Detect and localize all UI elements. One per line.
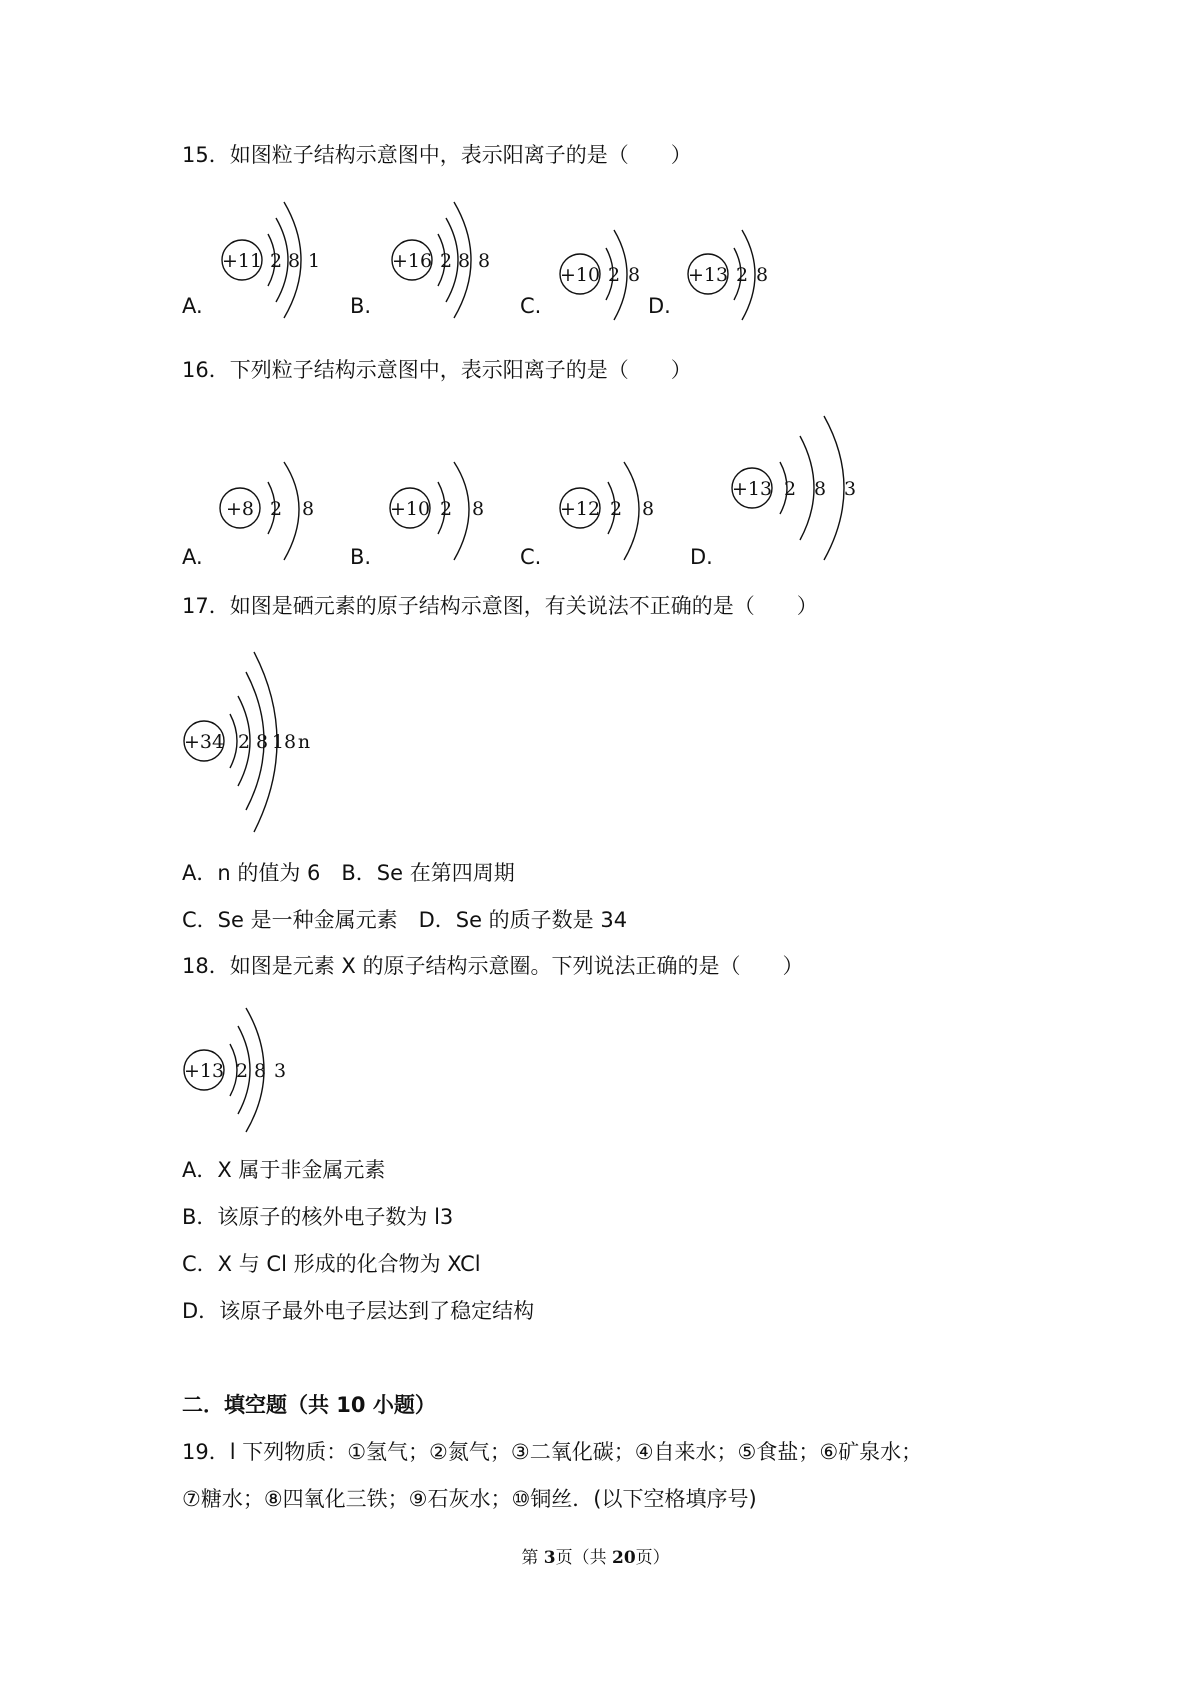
shell-count-2: 8 [457,250,471,272]
shell-count-4: n [297,731,311,753]
nucleus-charge: +13 [731,478,773,500]
shell-count-1: 2 [735,264,749,286]
shell-count-2: 8 [627,264,641,286]
q15-atom-b-diagram [390,196,500,322]
q17-options-row-2: C．Se 是一种金属元素 D．Se 的质子数是 34 [182,908,628,932]
nucleus-charge: +10 [559,264,601,286]
shell-arc-1 [230,714,237,768]
shell-arc-2 [624,462,639,560]
q18-element-x-diagram [182,1004,292,1136]
q18-option-d: D．该原子最外电子层达到了稳定结构 [182,1299,535,1323]
section-2-heading: 二．填空题（共 10 小题） [182,1393,436,1417]
q16-atom-c-diagram [558,458,668,568]
q18-option-a: A．X 属于非金属元素 [182,1158,386,1182]
q16-option-a-label: A. [182,545,203,569]
shell-count-3: 3 [273,1060,287,1082]
shell-count-1: 2 [607,264,621,286]
q18-stem: 18．如图是元素 X 的原子结构示意圈。下列说法正确的是（ ） [182,954,804,978]
shell-count-1: 2 [269,498,283,520]
q15-option-c-label: C. [520,294,542,318]
q15-atom-d-diagram [686,224,776,326]
q16-option-b-label: B. [350,545,372,569]
q15-stem: 15．如图粒子结构示意图中，表示阳离子的是（ ） [182,143,692,167]
nucleus-charge: +10 [389,498,431,520]
nucleus-charge: +8 [225,498,255,520]
nucleus-charge: +16 [391,250,433,272]
nucleus-charge: +13 [183,1060,225,1082]
q15-option-b-label: B. [350,294,372,318]
q16-option-d-label: D. [690,545,713,569]
q19-line-2: ⑦糖水；⑧四氧化三铁；⑨石灰水；⑩铜丝．(以下空格填序号) [182,1487,757,1511]
shell-count-2: 8 [287,250,301,272]
shell-count-3: 8 [477,250,491,272]
shell-count-3: 3 [843,478,857,500]
shell-count-1: 2 [237,731,251,753]
q16-stem: 16．下列粒子结构示意图中，表示阳离子的是（ ） [182,358,692,382]
footer-middle: 页（共 [555,1548,612,1568]
shell-count-2: 8 [755,264,769,286]
shell-count-1: 2 [439,498,453,520]
q16-atom-a-diagram [218,458,328,568]
footer-prefix: 第 [521,1548,544,1568]
shell-count-2: 8 [255,731,269,753]
shell-count-3: 18 [271,731,297,753]
shell-count-2: 8 [301,498,315,520]
shell-count-2: 8 [471,498,485,520]
shell-count-1: 2 [269,250,283,272]
q18-option-b: B．该原子的核外电子数为 l3 [182,1205,454,1229]
shell-arc-2 [800,436,814,540]
shell-count-1: 2 [783,478,797,500]
nucleus-charge: +13 [687,264,729,286]
shell-count-1: 2 [235,1060,249,1082]
footer-suffix: 页） [635,1548,670,1568]
shell-count-1: 2 [439,250,453,272]
shell-arc-3 [824,416,844,560]
shell-arc-2 [284,462,299,560]
shell-count-1: 2 [609,498,623,520]
q15-atom-c-diagram [558,224,648,326]
page-footer [0,1543,1191,1568]
q16-atom-d-diagram [730,414,870,562]
q15-option-a-label: A. [182,294,203,318]
q19-line-1: 19．l 下列物质：①氢气；②氮气；③二氧化碳；④自来水；⑤食盐；⑥矿泉水； [182,1440,923,1464]
footer-page-number: 3 [543,1548,556,1568]
shell-count-2: 8 [813,478,827,500]
nucleus-charge: +11 [221,250,263,272]
nucleus-charge: +34 [183,731,225,753]
q18-option-c: C．X 与 Cl 形成的化合物为 XCl [182,1252,481,1276]
q17-selenium-diagram [182,648,322,834]
q15-atom-a-diagram [220,196,330,322]
shell-count-2: 8 [253,1060,267,1082]
nucleus-charge: +12 [559,498,601,520]
shell-count-2: 8 [641,498,655,520]
shell-arc-2 [454,462,469,560]
footer-total-pages: 20 [611,1548,636,1568]
shell-count-3: 1 [307,250,321,272]
q15-option-d-label: D. [648,294,671,318]
q17-stem: 17．如图是硒元素的原子结构示意图，有关说法不正确的是（ ） [182,594,818,618]
q16-atom-b-diagram [388,458,498,568]
q17-options-row-1: A．n 的值为 6 B．Se 在第四周期 [182,861,515,885]
q16-option-c-label: C. [520,545,542,569]
